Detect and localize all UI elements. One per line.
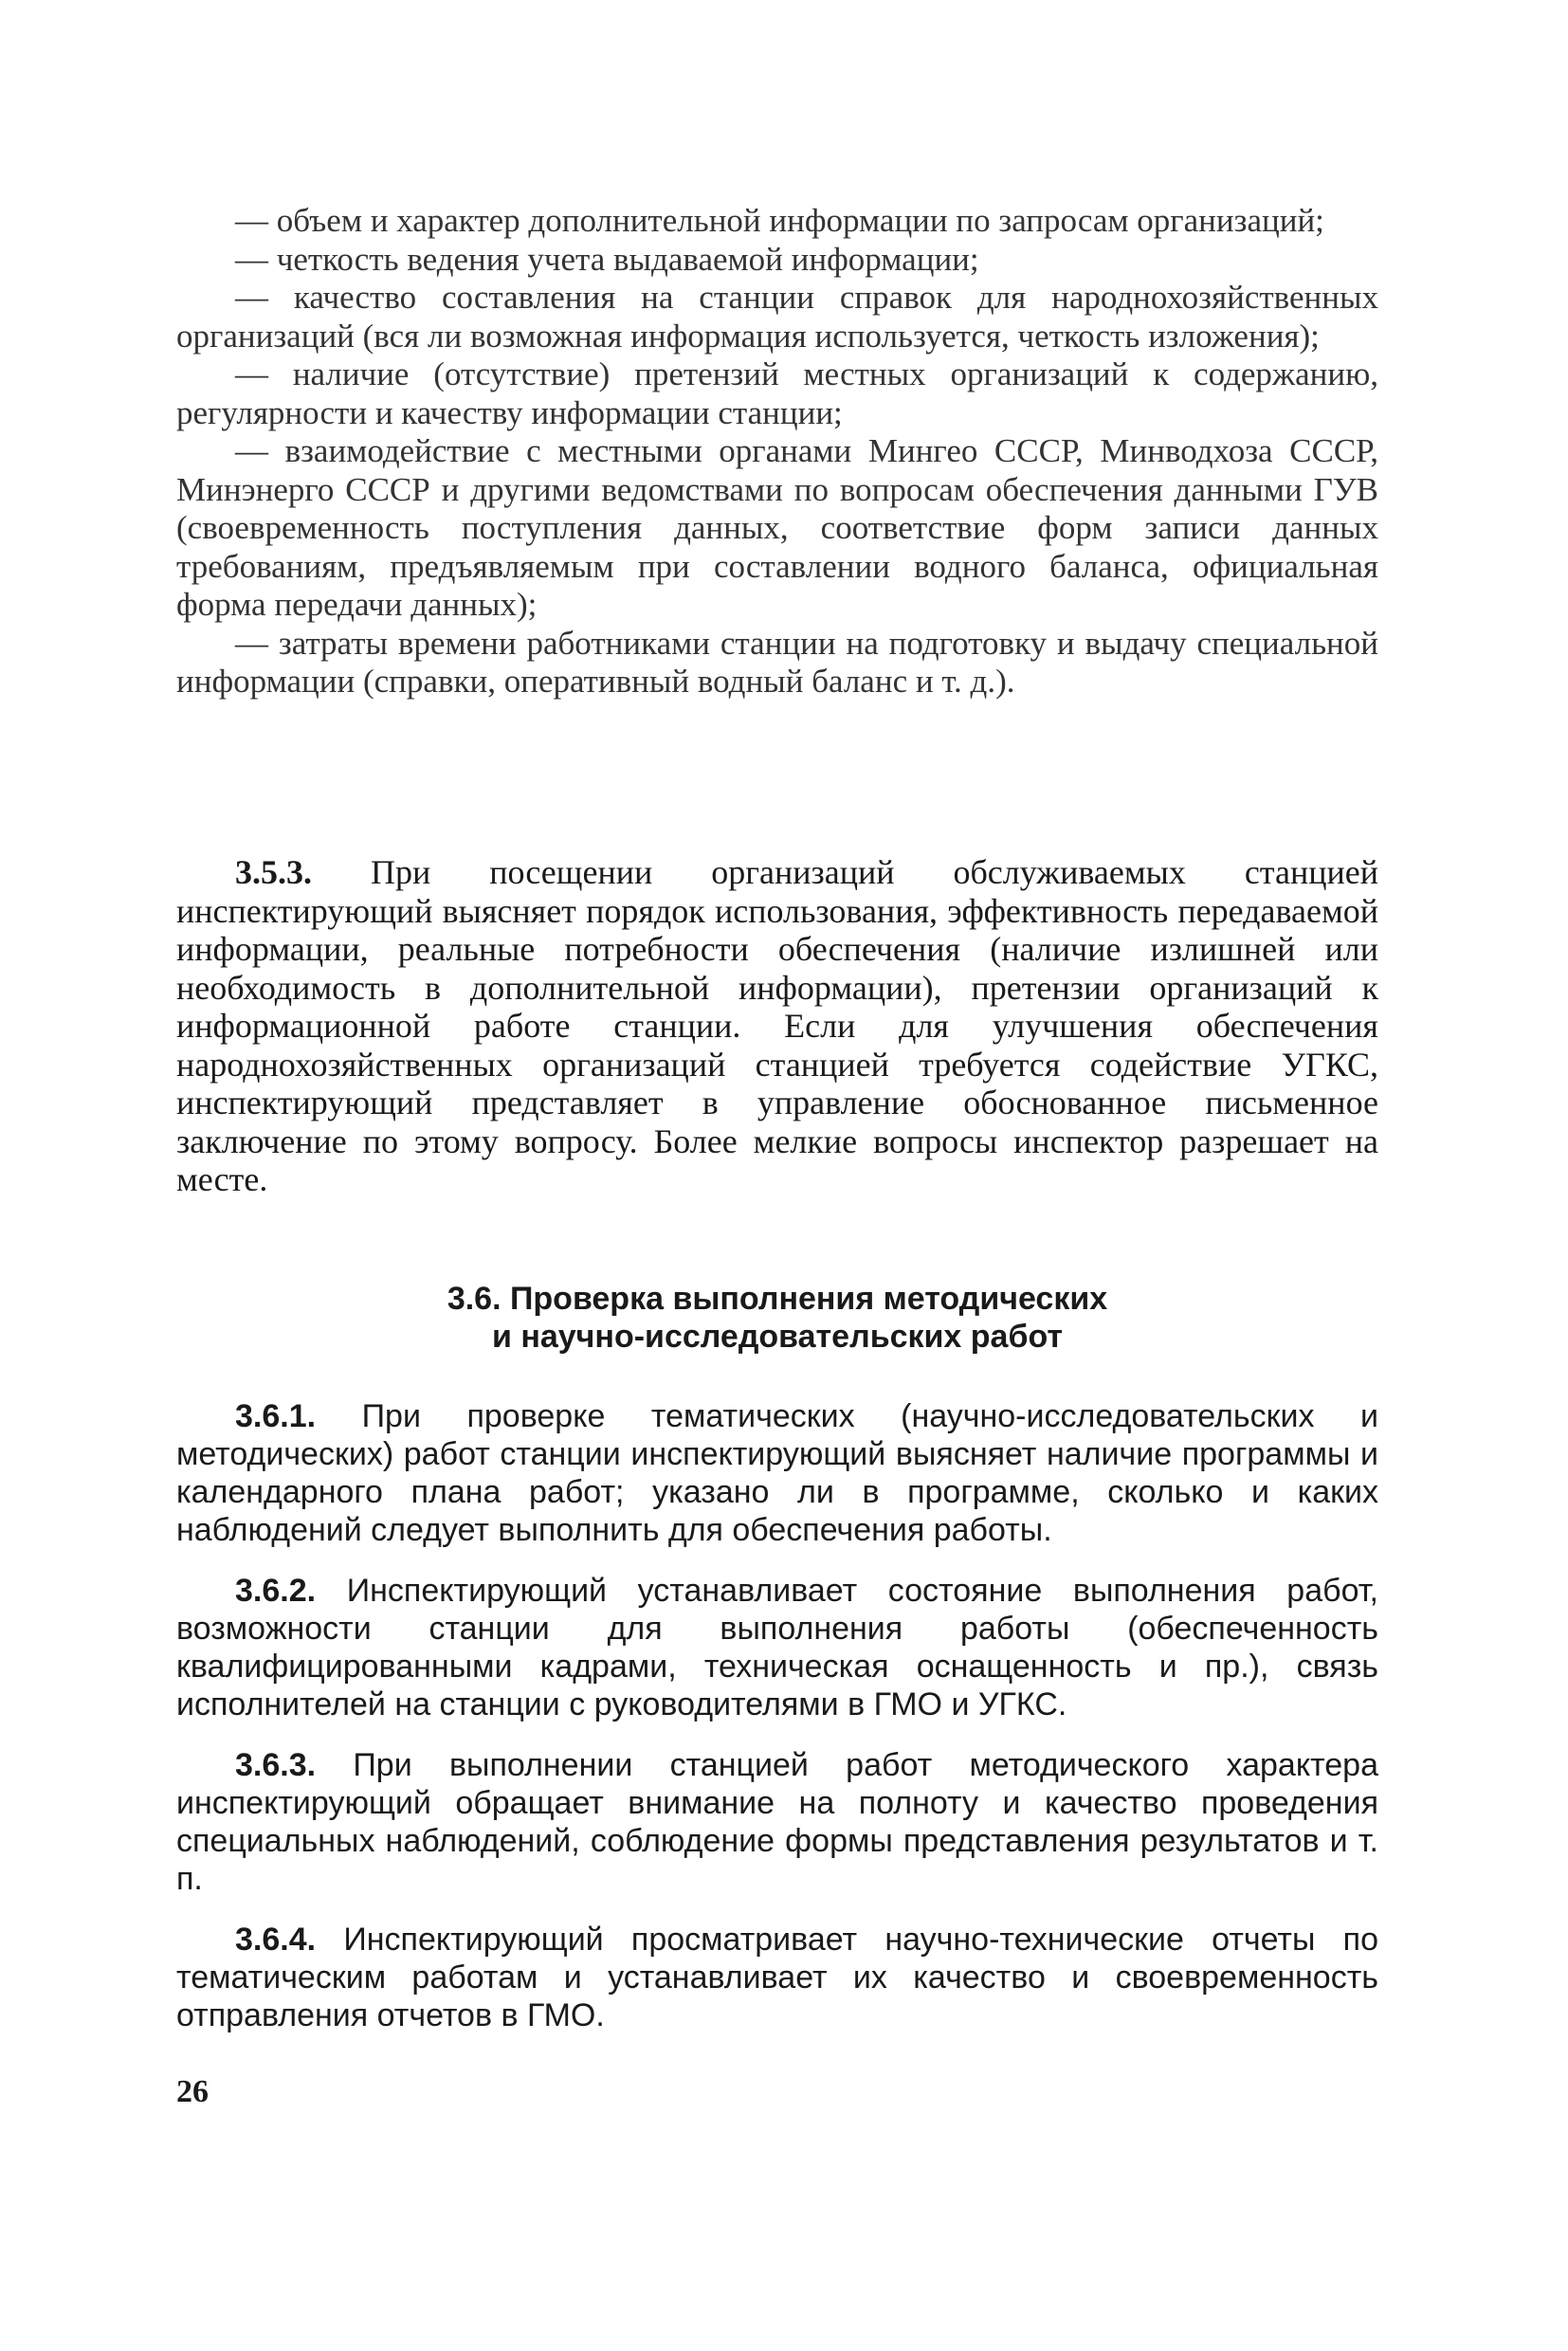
section-3-6-paragraphs [176,1397,1378,2057]
paragraph-3-6-3 [176,1746,1378,1898]
page-number: 26 [176,2074,209,2109]
section-text: При проверке тематических (научно-исследовательских и методических) работ станции инспектирующий выясняет наличие программы и календарного плана работ; указано ли в программе, сколько и каких наблюдений следует выполнить для обеспечения работы. [176,1398,1378,1548]
section-heading-3-6 [176,1280,1378,1356]
section-text: При посещении организаций обслуживаемых станцией инспектирующий выясняет порядок использования, эффективность передаваемой информации, реальные потребности обеспечения (наличие излишней или необходимость в дополнительной информации), претензии организаций к информационной работе станции. Если для улучшения обеспечения народнохозяйственных организаций станцией требуется содействие УГКС, инспектирующий представляет в управление обоснованное письменное заключение по этому вопросу. Более мелкие вопросы инспектор разрешает на месте. [176,853,1378,1198]
section-number: 3.5.3. [235,853,312,891]
section-number: 3.6.1. [235,1398,317,1434]
paragraph-3-6-2 [176,1572,1378,1723]
paragraph-reference-quality: — качество составления на станции справок для народнохозяйственных организаций (вся ли возможная информация используется, четкость изложения); [176,279,1378,355]
section-text: При выполнении станцией работ методического характера инспектирующий обращает внимание на полноту и качество проведения специальных наблюдений, соблюдение формы представления результатов и т. п. [176,1747,1378,1897]
section-text: Инспектирующий просматривает научно-технические отчеты по тематическим работам и устанавливает их качество и своевременность отправления отчетов в ГМО. [176,1922,1378,2033]
paragraph-3-5-3 [176,853,1378,1199]
section-number: 3.6.4. [235,1922,317,1958]
section-text: Инспектирующий устанавливает состояние выполнения работ, возможности станции для выполнения работы (обеспеченность квалифицированными кадрами, техническая оснащенность и пр.), связь исполнителей на станции с руководителями в ГМО и УГКС. [176,1573,1378,1722]
paragraph-3-6-4 [176,1921,1378,2034]
heading-line-2: и научно-исследовательских работ [491,1319,1064,1355]
section-number: 3.6.2. [235,1573,317,1609]
paragraph-interaction: — взаимодействие с местными органами Мингео СССР, Минводхоза СССР, Минэнерго СССР и другими ведомствами по вопросам обеспечения данными ГУВ (своевременность поступления данных, соответствие форм записи данных требованиям, предъявляемым при составлении водного баланса, официальная форма передачи данных); [176,432,1378,623]
heading-line-1: 3.6. Проверка выполнения методических [447,1281,1108,1317]
paragraph-claims: — наличие (отсутствие) претензий местных организаций к содержанию, регулярности и качеству информации станции; [176,355,1378,431]
paragraph-time-costs: — затраты времени работниками станции на подготовку и выдачу специальной информации (справки, оперативный водный баланс и т. д.). [176,624,1378,700]
section-number: 3.6.3. [235,1747,317,1783]
paragraph-3-6-1 [176,1397,1378,1549]
top-paragraphs [176,202,1378,702]
paragraph-accounting: — четкость ведения учета выдаваемой информации; [235,240,979,278]
paragraph-additional-info: — объем и характер дополнительной информации по запросам организаций; [235,202,1324,239]
section-3-5-3 [176,853,1378,1199]
